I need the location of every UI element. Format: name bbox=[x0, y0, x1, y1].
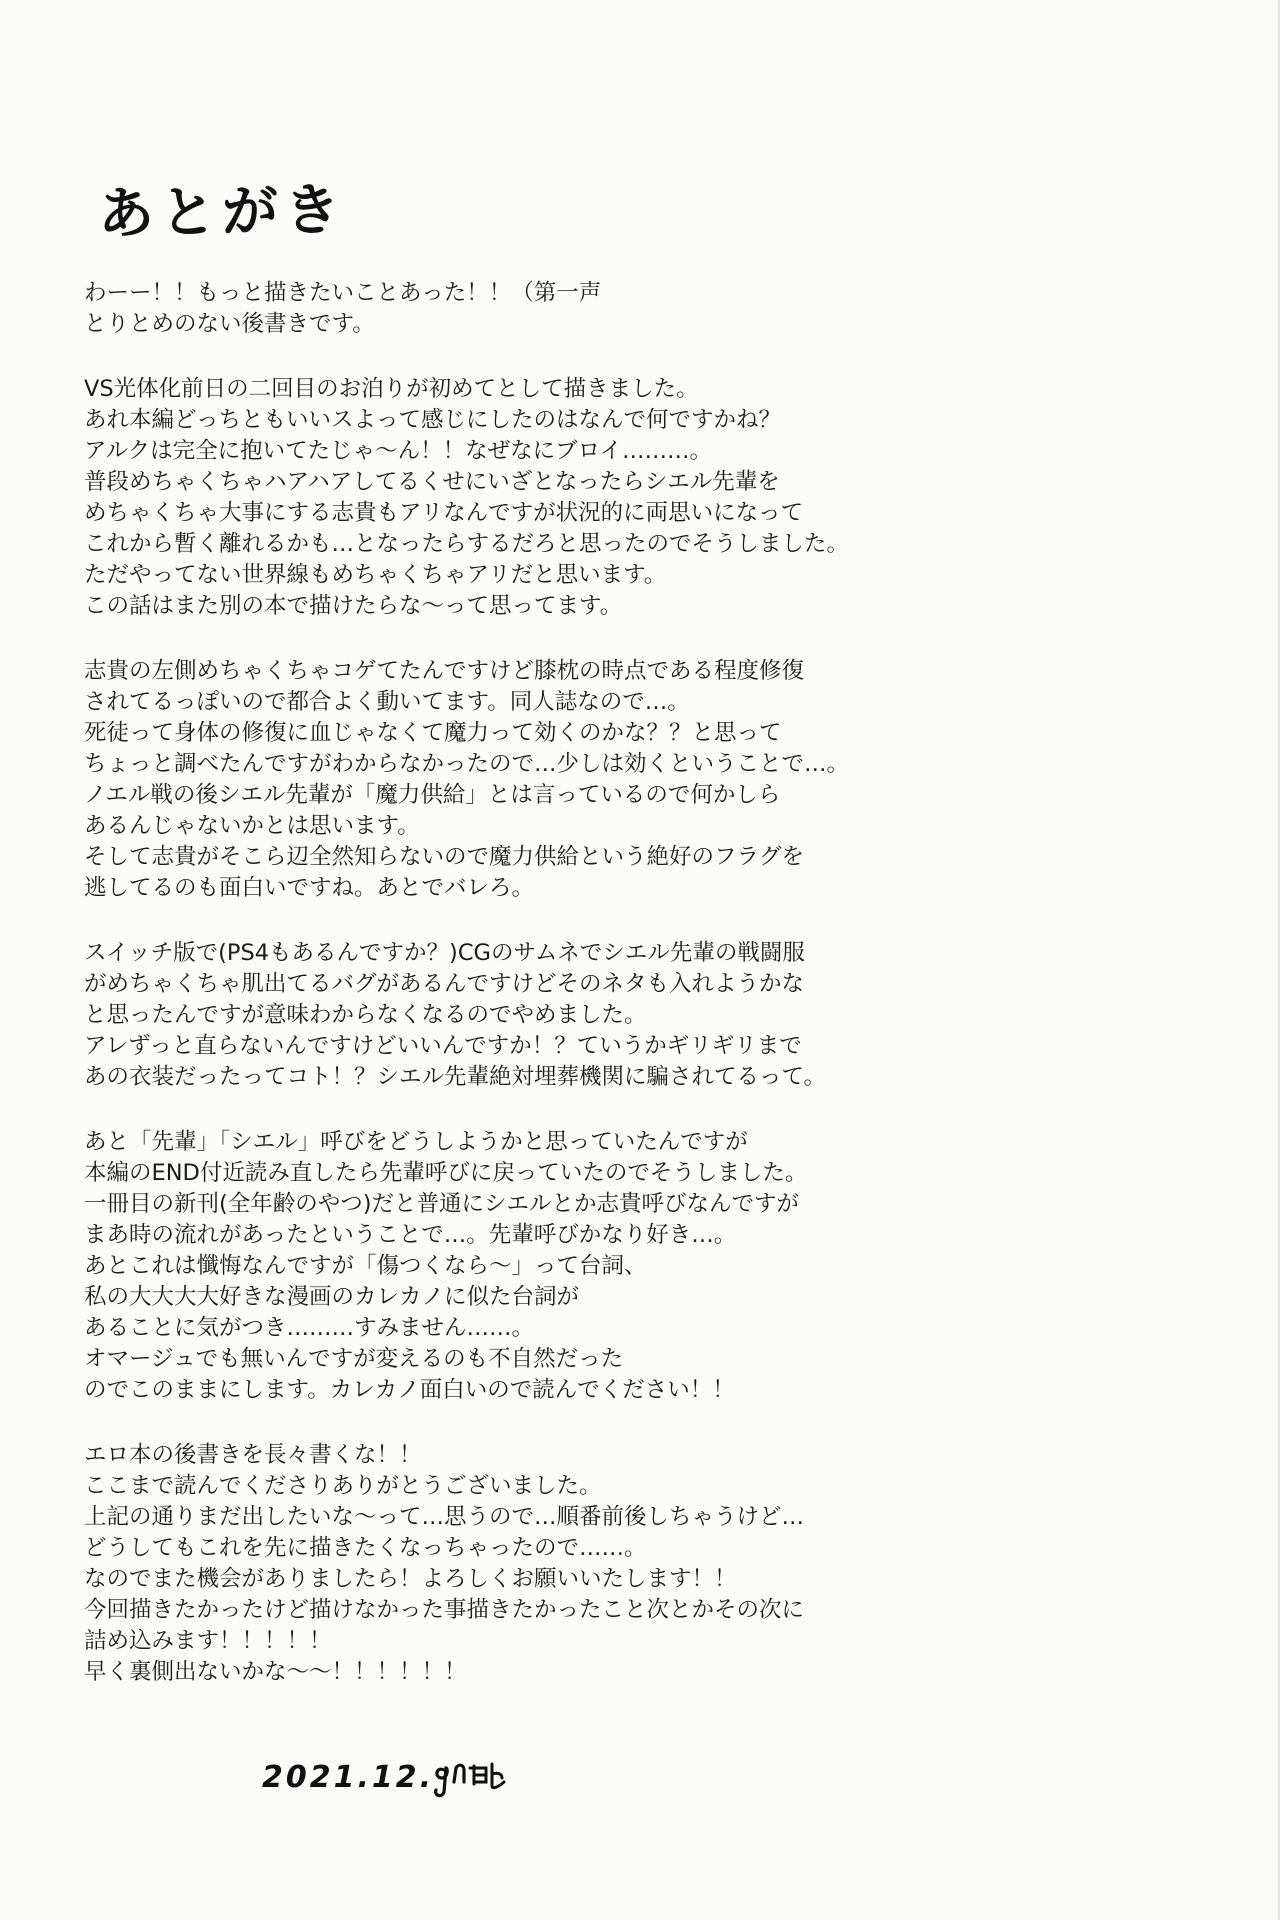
text-line: 今回描きたかったけど描けなかった事描きたかったこと次とかその次に bbox=[84, 1597, 805, 1623]
text-line: ちょっと調べたんですがわからなかったので…少しは効くということで…。 bbox=[84, 751, 850, 777]
paragraph bbox=[84, 656, 1204, 904]
text-line: 一冊目の新刊(全年齢のやつ)だと普通にシエルとか志貴呼びなんですが bbox=[84, 1191, 800, 1217]
signature-date: 2021.12. bbox=[262, 1760, 435, 1795]
text-line: 上記の通りまだ出したいな〜って…思うので…順番前後しちゃうけど… bbox=[84, 1504, 805, 1530]
text-line: わーー！！もっと描きたいことあった！！（第一声 bbox=[84, 280, 602, 306]
text-line: エロ本の後書きを長々書くな！！ bbox=[84, 1442, 422, 1468]
handwritten-signature bbox=[430, 1748, 510, 1800]
paragraph bbox=[84, 1127, 1204, 1406]
text-line: そして志貴がそこら辺全然知らないので魔力供給という絶好のフラグを bbox=[84, 844, 805, 870]
text-line: スイッチ版で(PS4もあるんですか？)CGのサムネでシエル先輩の戦闘服 bbox=[84, 940, 805, 966]
text-line: 死徒って身体の修復に血じゃなくて魔力って効くのかな？？と思って bbox=[84, 720, 782, 746]
text-line: どうしてもこれを先に描きたくなっちゃったので……。 bbox=[84, 1535, 647, 1561]
text-line: ただやってない世界線もめちゃくちゃアリだと思います。 bbox=[84, 562, 667, 588]
page-heading: あとがき bbox=[97, 177, 347, 248]
paragraph bbox=[84, 278, 1204, 340]
text-line: 逃してるのも面白いですね。あとでバレろ。 bbox=[84, 875, 535, 901]
text-line: のでこのままにします。カレカノ面白いので読んでください！！ bbox=[84, 1377, 735, 1403]
text-line: あるんじゃないかとは思います。 bbox=[84, 813, 420, 839]
text-line: まあ時の流れがあったということで…。先輩呼びかなり好き…。 bbox=[84, 1222, 737, 1248]
text-line: あることに気がつき………すみません……。 bbox=[84, 1315, 535, 1341]
text-line: VS光体化前日の二回目のお泊りが初めてとして描きました。 bbox=[84, 376, 699, 402]
text-line: あと「先輩」「シエル」呼びをどうしようかと思っていたんですが bbox=[84, 1129, 748, 1155]
text-line: めちゃくちゃ大事にする志貴もアリなんですが状況的に両思いになって bbox=[84, 500, 804, 526]
text-line: アレずっと直らないんですけどいいんですか！？ていうかギリギリまで bbox=[84, 1033, 802, 1059]
text-line: がめちゃくちゃ肌出てるバグがあるんですけどそのネタも入れようかな bbox=[84, 971, 805, 997]
text-line: ノエル戦の後シエル先輩が「魔力供給」とは言っているので何かしら bbox=[84, 782, 781, 808]
text-line: あとこれは懺悔なんですが「傷つくなら〜」って台詞、 bbox=[84, 1253, 647, 1279]
text-line: 詰め込みます！！！！！ bbox=[84, 1628, 332, 1654]
paragraph bbox=[84, 374, 1204, 622]
afterword-body bbox=[84, 278, 1204, 1722]
text-line: オマージュでも無いんですが変えるのも不自然だった bbox=[84, 1346, 624, 1372]
text-line: なのでまた機会がありましたら！よろしくお願いいたします！！ bbox=[84, 1566, 737, 1592]
paragraph bbox=[84, 938, 1204, 1093]
text-line: 早く裏側出ないかな〜〜！！！！！！ bbox=[84, 1659, 467, 1685]
text-line: されてるっぽいので都合よく動いてます。同人誌なので…。 bbox=[84, 689, 690, 715]
text-line: 本編のEND付近読み直したら先輩呼びに戻っていたのでそうしました。 bbox=[84, 1160, 808, 1186]
text-line: とりとめのない後書きです。 bbox=[84, 311, 375, 337]
text-line: アルクは完全に抱いてたじゃ〜ん！！なぜなにブロイ………。 bbox=[84, 438, 712, 464]
text-line: ここまで読んでくださりありがとうございました。 bbox=[84, 1473, 602, 1499]
text-line: あの衣装だったってコト！？シエル先輩絶対埋葬機関に騙されてるって。 bbox=[84, 1064, 827, 1090]
text-line: 私の大大大大好きな漫画のカレカノに似た台詞が bbox=[84, 1284, 580, 1310]
text-line: これから暫く離れるかも…となったらするだろと思ったのでそうしました。 bbox=[84, 531, 850, 557]
text-line: と思ったんですが意味わからなくなるのでやめました。 bbox=[84, 1002, 647, 1028]
text-line: あれ本編どっちともいいスよって感じにしたのはなんで何ですかね？ bbox=[84, 407, 782, 433]
text-line: 普段めちゃくちゃハアハアしてるくせにいざとなったらシエル先輩を bbox=[84, 469, 780, 495]
text-line: 志貴の左側めちゃくちゃコゲてたんですけど膝枕の時点である程度修復 bbox=[84, 658, 805, 684]
text-line: この話はまた別の本で描けたらな〜って思ってます。 bbox=[84, 593, 623, 619]
paragraph bbox=[84, 1440, 1204, 1688]
